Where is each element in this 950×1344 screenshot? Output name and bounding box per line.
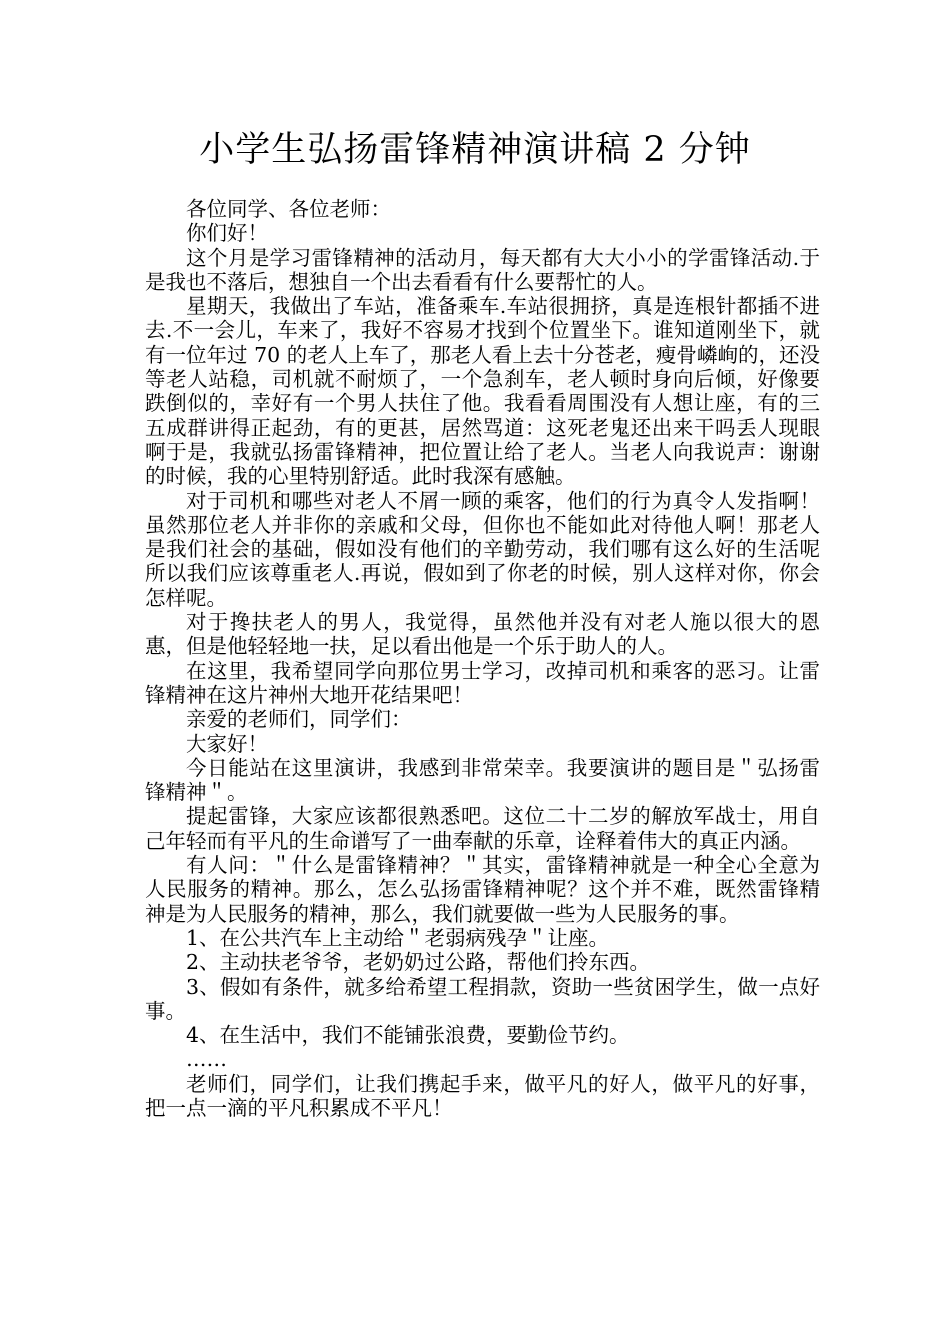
document-title: 小学生弘扬雷锋精神演讲稿 2 分钟 (199, 130, 751, 170)
list-item: 2、主动扶老爷爷，老奶奶过公路，帮他们拎东西。 (186, 950, 651, 975)
paragraph: 今日能站在这里演讲，我感到非常荣幸。我要演讲的题目是＂弘扬雷锋精神＂。 (145, 755, 820, 805)
paragraph: 星期天，我做出了车站，准备乘车.车站很拥挤，真是连根针都插不进去.不一会儿，车来了，我好不容易才找到个位置坐下。谁知道刚坐下，就有一位年过 70 的老人上车了，那老人看上去十分苍老，瘦骨嶙峋的，还没等老人站稳，司机就不耐烦了，一个急刹车，老人顿时身向后倾，好像要跌倒似的，幸好有一个男人扶住了他。我看看周围没有人想让座，有的三五成群讲得正起劲，有的更甚，居然骂道：这死老鬼还出来干吗丢人现眼啊于是，我就弘扬雷锋精神，把位置让给了老人。当老人向我说声：谢谢的时候，我的心里特别舒适。此时我深有感触。 (145, 294, 820, 489)
paragraph-greeting: 亲爱的老师们，同学们： (186, 707, 412, 732)
list-item: 3、假如有条件，就多给希望工程捐款，资助一些贫困学生，做一点好事。 (145, 974, 820, 1023)
ellipsis: …… (186, 1047, 227, 1072)
paragraph: 在这里，我希望同学向那位男士学习，改掉司机和乘客的恶习。让雷锋精神在这片神州大地开花结果吧！ (145, 658, 820, 707)
paragraph: 提起雷锋，大家应该都很熟悉吧。这位二十二岁的解放军战士，用自己年轻而有平凡的生命谱写了一曲奉献的乐章，诠释着伟大的真正内涵。 (145, 804, 820, 853)
paragraph: 这个月是学习雷锋精神的活动月，每天都有大大小小的学雷锋活动.于是我也不落后，想独自一个出去看看有什么要帮忙的人。 (145, 245, 820, 294)
paragraph-hello: 你们好！ (186, 221, 268, 246)
paragraph: 对于司机和哪些对老人不屑一顾的乘客，他们的行为真令人发指啊！虽然那位老人并非你的亲戚和父母，但你也不能如此对待他人啊！那老人是我们社会的基础，假如没有他们的辛勤劳动，我们哪有这么好的生活呢所以我们应该尊重老人.再说，假如到了你老的时候，别人这样对你，你会怎样呢。 (145, 488, 820, 610)
list-item: 4、在生活中，我们不能铺张浪费，要勤俭节约。 (186, 1023, 630, 1048)
paragraph-hello: 大家好！ (186, 731, 268, 756)
closing-paragraph: 老师们，同学们，让我们携起手来，做平凡的好人，做平凡的好事，把一点一滴的平凡积累成不平凡！ (145, 1071, 820, 1120)
document-body (145, 197, 820, 1120)
paragraph-greeting: 各位同学、各位老师： (186, 197, 391, 221)
paragraph: 有人问：＂什么是雷锋精神？＂其实，雷锋精神就是一种全心全意为人民服务的精神。那么，怎么弘扬雷锋精神呢？这个并不难，既然雷锋精神是为人民服务的精神，那么，我们就要做一些为人民服务的事。 (145, 853, 820, 926)
list-item: 1、在公共汽车上主动给＂老弱病残孕＂让座。 (186, 925, 610, 950)
paragraph: 对于搀扶老人的男人，我觉得，虽然他并没有对老人施以很大的恩惠，但是他轻轻地一扶，足以看出他是一个乐于助人的人。 (145, 610, 820, 659)
